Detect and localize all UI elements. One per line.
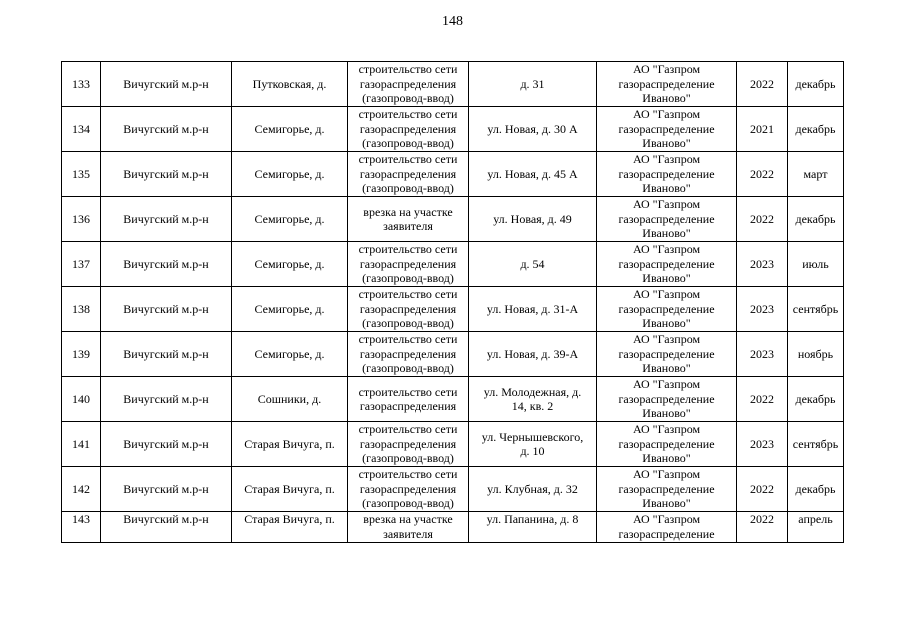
organization-cell: АО "Газпром газораспределение Иваново"	[597, 332, 737, 377]
address-cell: ул. Новая, д. 39-А	[469, 332, 597, 377]
address-cell: ул. Новая, д. 30 А	[469, 107, 597, 152]
organization-cell: АО "Газпром газораспределение	[597, 512, 737, 543]
district-cell: Вичугский м.р-н	[101, 197, 232, 242]
locality-cell: Семигорье, д.	[232, 107, 348, 152]
year-cell: 2022	[737, 62, 788, 107]
work-type-cell: строительство сети газораспределения (газопровод-ввод)	[348, 152, 469, 197]
district-cell: Вичугский м.р-н	[101, 287, 232, 332]
month-cell: декабрь	[788, 107, 844, 152]
year-cell: 2023	[737, 287, 788, 332]
table-row	[62, 422, 844, 467]
organization-cell: АО "Газпром газораспределение Иваново"	[597, 467, 737, 512]
district-cell: Вичугский м.р-н	[101, 422, 232, 467]
locality-cell: Старая Вичуга, п.	[232, 512, 348, 543]
address-cell: ул. Папанина, д. 8	[469, 512, 597, 543]
work-type-cell: строительство сети газораспределения (газопровод-ввод)	[348, 62, 469, 107]
work-type-cell: врезка на участке заявителя	[348, 197, 469, 242]
gasification-table	[61, 61, 844, 543]
address-cell: ул. Чернышевского, д. 10	[469, 422, 597, 467]
page-number: 148	[442, 14, 463, 29]
address-cell: ул. Новая, д. 45 А	[469, 152, 597, 197]
month-cell: декабрь	[788, 377, 844, 422]
year-cell: 2022	[737, 512, 788, 543]
month-cell: март	[788, 152, 844, 197]
locality-cell: Семигорье, д.	[232, 242, 348, 287]
month-cell: декабрь	[788, 467, 844, 512]
organization-cell: АО "Газпром газораспределение Иваново"	[597, 152, 737, 197]
month-cell: апрель	[788, 512, 844, 543]
work-type-cell: строительство сети газораспределения (газопровод-ввод)	[348, 287, 469, 332]
year-cell: 2023	[737, 422, 788, 467]
organization-cell: АО "Газпром газораспределение Иваново"	[597, 107, 737, 152]
work-type-cell: врезка на участке заявителя	[348, 512, 469, 543]
locality-cell: Семигорье, д.	[232, 287, 348, 332]
table-row	[62, 62, 844, 107]
locality-cell: Семигорье, д.	[232, 332, 348, 377]
district-cell: Вичугский м.р-н	[101, 467, 232, 512]
district-cell: Вичугский м.р-н	[101, 377, 232, 422]
table-row	[62, 332, 844, 377]
month-cell: сентябрь	[788, 422, 844, 467]
district-cell: Вичугский м.р-н	[101, 512, 232, 543]
year-cell: 2022	[737, 467, 788, 512]
district-cell: Вичугский м.р-н	[101, 62, 232, 107]
organization-cell: АО "Газпром газораспределение Иваново"	[597, 197, 737, 242]
work-type-cell: строительство сети газораспределения (газопровод-ввод)	[348, 422, 469, 467]
row-number-cell: 140	[62, 377, 101, 422]
table-row	[62, 242, 844, 287]
year-cell: 2022	[737, 152, 788, 197]
row-number-cell: 133	[62, 62, 101, 107]
locality-cell: Семигорье, д.	[232, 152, 348, 197]
work-type-cell: строительство сети газораспределения (газопровод-ввод)	[348, 332, 469, 377]
address-cell: ул. Клубная, д. 32	[469, 467, 597, 512]
month-cell: июль	[788, 242, 844, 287]
district-cell: Вичугский м.р-н	[101, 152, 232, 197]
address-cell: ул. Молодежная, д. 14, кв. 2	[469, 377, 597, 422]
organization-cell: АО "Газпром газораспределение Иваново"	[597, 377, 737, 422]
work-type-cell: строительство сети газораспределения (газопровод-ввод)	[348, 467, 469, 512]
row-number-cell: 136	[62, 197, 101, 242]
address-cell: д. 31	[469, 62, 597, 107]
table-row	[62, 377, 844, 422]
district-cell: Вичугский м.р-н	[101, 332, 232, 377]
row-number-cell: 143	[62, 512, 101, 543]
row-number-cell: 134	[62, 107, 101, 152]
locality-cell: Старая Вичуга, п.	[232, 422, 348, 467]
organization-cell: АО "Газпром газораспределение Иваново"	[597, 62, 737, 107]
month-cell: декабрь	[788, 197, 844, 242]
row-number-cell: 139	[62, 332, 101, 377]
row-number-cell: 142	[62, 467, 101, 512]
address-cell: д. 54	[469, 242, 597, 287]
year-cell: 2021	[737, 107, 788, 152]
organization-cell: АО "Газпром газораспределение Иваново"	[597, 287, 737, 332]
address-cell: ул. Новая, д. 31-А	[469, 287, 597, 332]
year-cell: 2023	[737, 332, 788, 377]
organization-cell: АО "Газпром газораспределение Иваново"	[597, 242, 737, 287]
district-cell: Вичугский м.р-н	[101, 242, 232, 287]
row-number-cell: 137	[62, 242, 101, 287]
table-row	[62, 152, 844, 197]
row-number-cell: 135	[62, 152, 101, 197]
year-cell: 2023	[737, 242, 788, 287]
table-row	[62, 197, 844, 242]
work-type-cell: строительство сети газораспределения (газопровод-ввод)	[348, 107, 469, 152]
row-number-cell: 138	[62, 287, 101, 332]
locality-cell: Старая Вичуга, п.	[232, 467, 348, 512]
locality-cell: Путковская, д.	[232, 62, 348, 107]
work-type-cell: строительство сети газораспределения	[348, 377, 469, 422]
table-row	[62, 287, 844, 332]
district-cell: Вичугский м.р-н	[101, 107, 232, 152]
table-body	[62, 62, 844, 543]
row-number-cell: 141	[62, 422, 101, 467]
month-cell: декабрь	[788, 62, 844, 107]
year-cell: 2022	[737, 377, 788, 422]
month-cell: ноябрь	[788, 332, 844, 377]
locality-cell: Семигорье, д.	[232, 197, 348, 242]
month-cell: сентябрь	[788, 287, 844, 332]
organization-cell: АО "Газпром газораспределение Иваново"	[597, 422, 737, 467]
table-row	[62, 512, 844, 543]
table-row	[62, 467, 844, 512]
table-row	[62, 107, 844, 152]
locality-cell: Сошники, д.	[232, 377, 348, 422]
work-type-cell: строительство сети газораспределения (газопровод-ввод)	[348, 242, 469, 287]
year-cell: 2022	[737, 197, 788, 242]
address-cell: ул. Новая, д. 49	[469, 197, 597, 242]
